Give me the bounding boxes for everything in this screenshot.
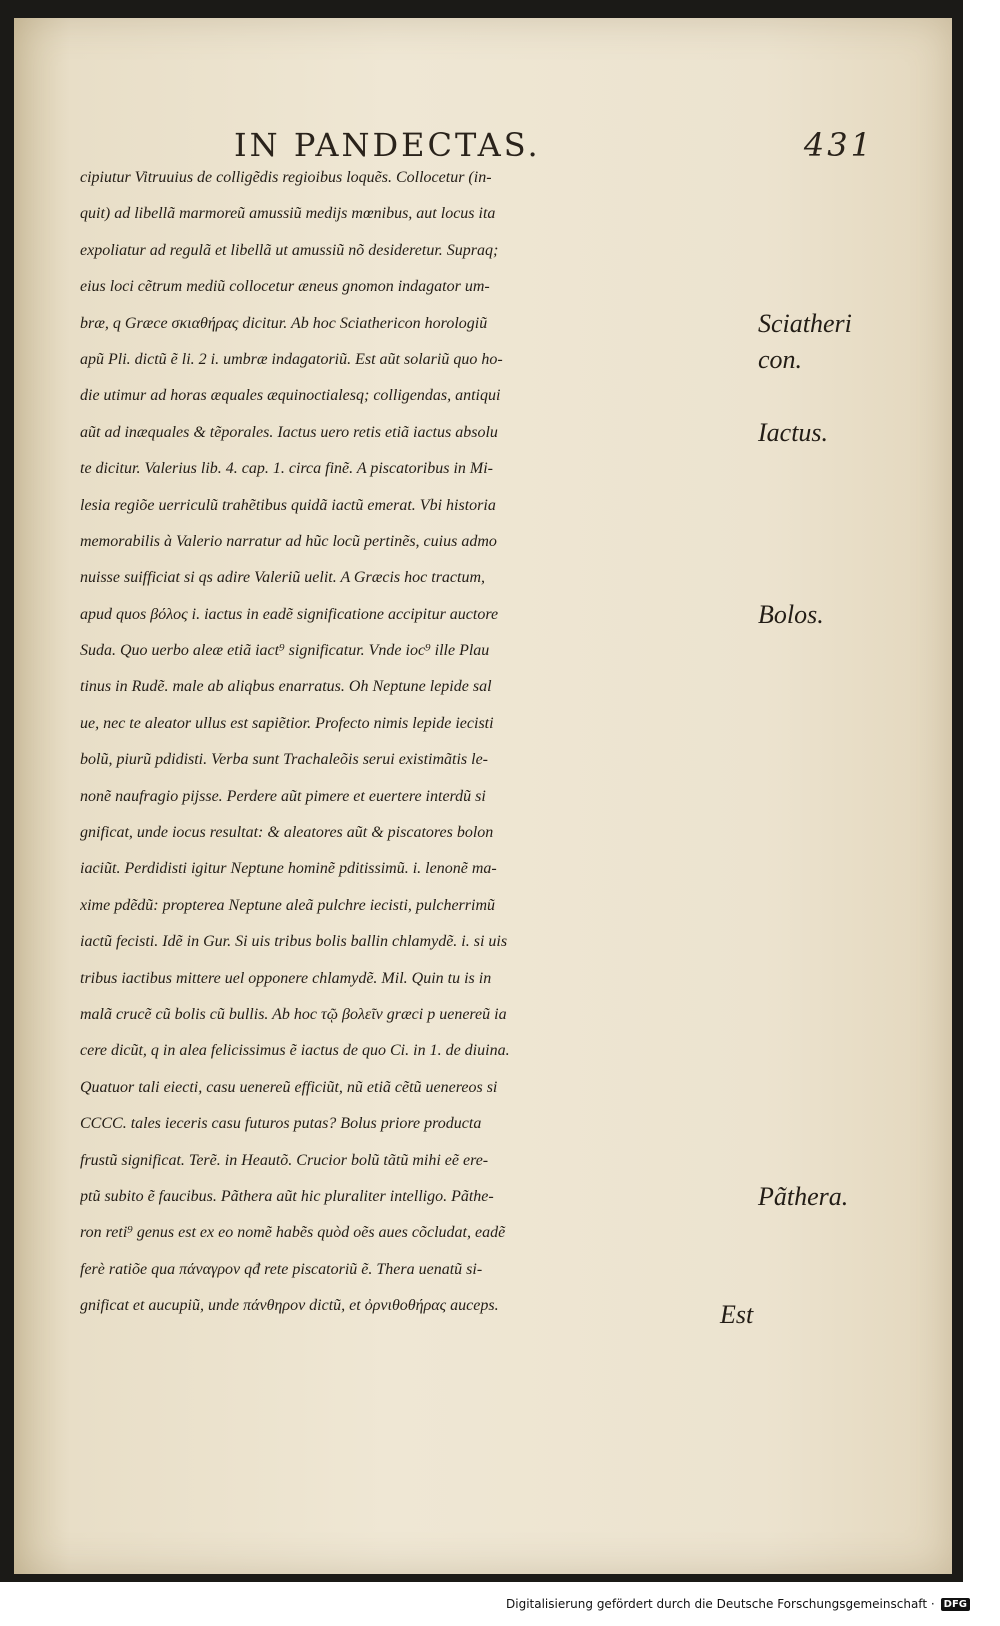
text-line: apũ Pli. dictũ ẽ li. 2 i. umbræ indagatoriũ. Est aũt solariũ quo ho- [80, 350, 503, 368]
text-line: malã crucẽ cũ bolis cũ bullis. Ab hoc τῷ βολεῖν græci p uenereũ ia [80, 1005, 507, 1023]
text-line: tinus in Rudẽ. male ab aliqbus enarratus. Oh Neptune lepide sal [80, 678, 492, 696]
text-line: nonẽ naufragio pijsse. Perdere aũt pimere et euertere interdũ si [80, 787, 486, 805]
text-line: bræ, q Græce σκιαθήρας dicitur. Ab hoc Sciathericon horologiũ [80, 314, 488, 332]
text-line: aũt ad inæquales & tẽporales. Iactus uero retis etiã iactus absolu [80, 423, 498, 441]
text-line: Quatuor tali eiecti, casu uenereũ efficiũt, nũ etiã cẽtũ uenereos si [80, 1078, 498, 1096]
text-line: eius loci cẽtrum mediũ collocetur æneus gnomon indagator um- [80, 278, 490, 296]
text-line: Suda. Quo uerbo aleæ etiã iact⁹ significatur. Vnde ioc⁹ ille Plau [80, 642, 490, 660]
page-number: 431 [803, 126, 874, 164]
text-line: cere dicũt, q in alea felicissimus ẽ iactus de quo Ci. in 1. de diuina. [80, 1042, 510, 1060]
digitization-credit [506, 1597, 970, 1611]
margin-note: con. [758, 345, 803, 374]
text-line: nuisse suifficiat si qs adire Valeriũ uelit. A Græcis hoc tractum, [80, 569, 486, 587]
text-line: frustũ significat. Terẽ. in Heautõ. Crucior bolũ tãtũ mihi eẽ ere- [80, 1151, 489, 1169]
margin-note: Bolos. [758, 599, 824, 629]
margin-note: Sciatheri [758, 308, 852, 338]
text-line: apud quos βόλος i. iactus in eadẽ significatione accipitur auctore [80, 605, 499, 623]
text-line: iactũ fecisti. Idẽ in Gur. Si uis tribus bolis ballin chlamydẽ. i. si uis [80, 933, 508, 951]
margin-note: Pãthera. [758, 1182, 849, 1212]
credit-text: Digitalisierung gefördert durch die Deutsche Forschungsgemeinschaft · [506, 1597, 935, 1611]
running-title: IN PANDECTAS. [234, 126, 541, 164]
text-line: lesia regiõe uerriculũ trahẽtibus quidã iactũ emerat. Vbi historia [80, 496, 496, 514]
text-line: gnificat et aucupiũ, unde πάνθηρον dictũ, et ὀρνιθοθήρας auceps. [80, 1297, 499, 1315]
text-line: ferè ratiõe qua πάναγρον qđ rete piscatoriũ ẽ. Thera uenatũ si- [80, 1260, 483, 1278]
text-line: te dicitur. Valerius lib. 4. cap. 1. circa finẽ. A piscatoribus in Mi- [80, 460, 494, 478]
text-line: ron reti⁹ genus est ex eo nomẽ habẽs quòd oẽs aues cõcludat, eadẽ [80, 1224, 506, 1242]
main-text-block [80, 160, 780, 1325]
text-line: ue, nec te aleator ullus est sapiẽtior. Profecto nimis lepide iecisti [80, 714, 494, 732]
text-line: die utimur ad horas æquales æquinoctialesq; colligendas, antiqui [80, 387, 501, 405]
text-line: expoliatur ad regulã et libellã ut amussiũ nõ desideretur. Supraq; [80, 241, 499, 259]
text-line: xime pdẽdũ: propterea Neptune aleã pulchre iecisti, pulcherrimũ [80, 896, 496, 914]
text-line: ptũ subito ẽ faucibus. Pãthera aũt hic pluraliter intelligo. Pãthe- [80, 1187, 494, 1205]
text-line: bolũ, piurũ pdidisti. Verba sunt Trachaleõis serui existimãtis le- [80, 751, 488, 769]
text-line: quit) ad libellã marmoreũ amussiũ medijs mœnibus, aut locus ita [80, 205, 496, 223]
text-line: gnificat, unde iocus resultat: & aleatores aũt & piscatores bolon [80, 824, 494, 842]
catchword: Est [720, 1300, 754, 1329]
margin-note: Iactus. [758, 417, 829, 447]
dfg-logo: DFG [941, 1598, 970, 1611]
text-line: memorabilis à Valerio narratur ad hũc locũ pertinẽs, cuius admo [80, 532, 497, 550]
text-line: CCCC. tales ieceris casu futuros putas? Bolus priore producta [80, 1115, 482, 1133]
text-line: iaciũt. Perdidisti igitur Neptune hominẽ pditissimũ. i. lenonẽ ma- [80, 860, 497, 878]
text-line: tribus iactibus mittere uel opponere chlamydẽ. Mil. Quin tu is in [80, 969, 492, 987]
text-line: cipiutur Vitruuius de colligẽdis regioibus loquẽs. Collocetur (in- [80, 169, 492, 186]
